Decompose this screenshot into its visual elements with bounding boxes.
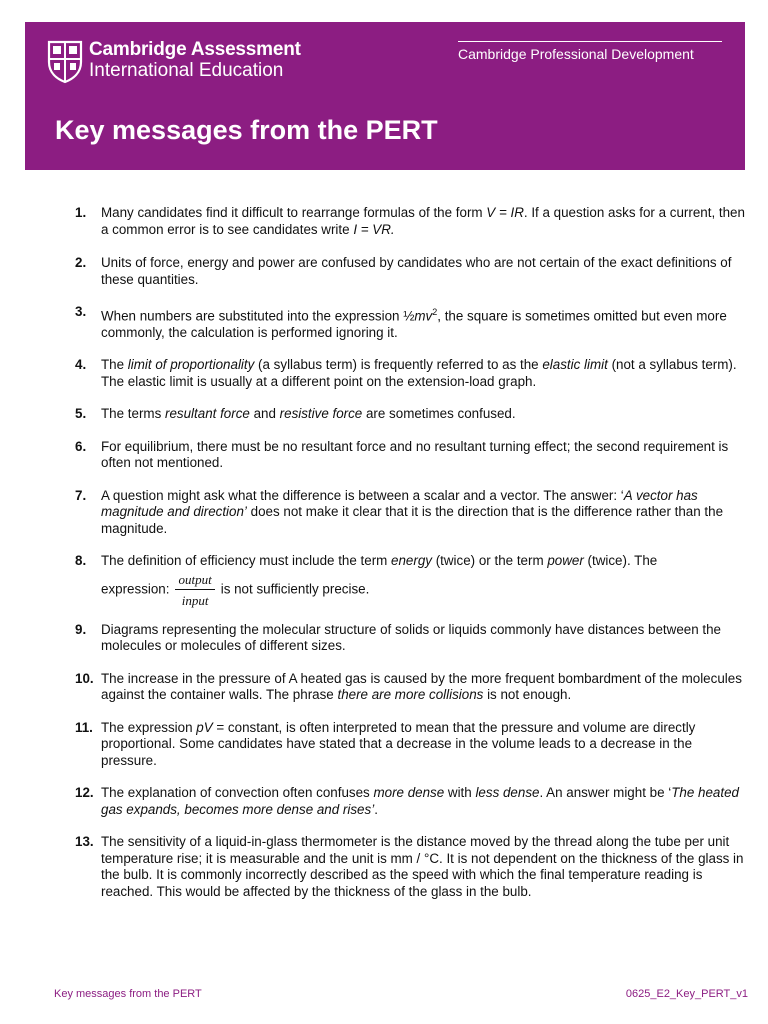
fraction [175, 572, 214, 608]
item-number: 6. [75, 438, 87, 454]
item-text: The explanation of convection often confuses more dense with less dense. An answer might be ‘The heated gas expands, becomes more dense and rises’. [101, 785, 739, 817]
item-text: The sensitivity of a liquid-in-glass thermometer is the distance moved by the thread along the tube per unit temperature rise; it is measurable and the unit is mm / °C. It is not dependent on the thickness of the glass in the bulb. It is commonly incorrectly described as the speed with which the final temperature reading is reached. This would be affected by the thickness of the glass in the bulb. [101, 834, 744, 899]
item-number: 10. [75, 670, 94, 686]
item-text: A question might ask what the difference is between a scalar and a vector. The answer: ‘A vector has magnitude and direction’ does not make it clear that it is the direction that is the difference rather than the magnitude. [101, 487, 724, 536]
cambridge-shield-logo-icon [47, 40, 83, 84]
item-number: 13. [75, 834, 94, 850]
item-text: The expression pV = constant, is often interpreted to mean that the pressure and volume are directly proportional. Some candidates have stated that a decrease in the volume leads to a decrease in the pressure. [101, 719, 696, 768]
item-text: The increase in the pressure of A heated gas is caused by the more frequent bombardment of the molecules against the container walls. The phrase there are more collisions is not enough. [101, 670, 742, 703]
fraction-denominator: input [181, 592, 209, 608]
list-item [75, 622, 745, 655]
list-item [75, 671, 745, 704]
item-text: For equilibrium, there must be no resultant force and no resultant turning effect; the second requirement is often not mentioned. [101, 438, 729, 471]
item-text: The limit of proportionality (a syllabus term) is frequently referred to as the elastic limit (not a syllabus term). The elastic limit is usually at a different point on the extension-load graph. [101, 357, 737, 389]
list-item [75, 785, 745, 818]
list-item [75, 439, 745, 472]
list-item [75, 255, 745, 288]
list-item [75, 488, 745, 538]
footer-title: Key messages from the PERT [54, 988, 202, 1000]
header-divider [458, 41, 722, 42]
efficiency-expression: expression: $\frac{\text{output}}{\text{input}}$ is not sufficiently precise. [101, 571, 370, 608]
page-title: Key messages from the PERT [55, 115, 438, 145]
item-text: The terms resultant force and resistive force are sometimes confused. [101, 406, 516, 422]
professional-development-label: Cambridge Professional Development [458, 46, 694, 62]
brand-line-2: International Education [89, 60, 284, 81]
item-number: 4. [75, 357, 87, 373]
item-number: 1. [75, 205, 87, 220]
item-text: Many candidates find it difficult to rearrange formulas of the form V = IR. If a question asks for a current, then a common error is to see candidates write I = VR. [101, 205, 745, 237]
footer-document-code: 0625_E2_Key_PERT_v1 [625, 988, 748, 1000]
item-text: Diagrams representing the molecular structure of solids or liquids commonly have distances between the molecules or molecules of different sizes. [101, 621, 721, 654]
list-item [75, 834, 745, 900]
item-text: Units of force, energy and power are confused by candidates who are not certain of the exact definitions of these quantities. [101, 255, 732, 287]
brand-line-1: Cambridge Assessment [89, 39, 301, 60]
list-item [75, 357, 745, 390]
item-text: The definition of efficiency must include the term energy (twice) or the term power (twice). The [101, 553, 658, 569]
list-item [75, 304, 745, 341]
item-number: 5. [75, 406, 87, 422]
item-number: 2. [75, 255, 87, 270]
brand-name [89, 39, 301, 81]
item-number: 3. [75, 304, 87, 319]
item-number: 9. [75, 621, 87, 637]
item-number: 7. [75, 487, 87, 503]
item-number: 8. [75, 553, 87, 569]
item-number: 11. [75, 719, 93, 735]
item-number: 12. [75, 785, 94, 801]
item-text: When numbers are substituted into the expression $\frac{1}{2}mv^2$, the square is sometimes omitted but even more commonly, the calculation is performed ignoring it. [101, 307, 727, 340]
list-item [75, 205, 745, 238]
fraction-numerator: output [175, 572, 214, 590]
key-messages-list [75, 205, 745, 900]
list-item [75, 720, 745, 770]
list-item [75, 553, 745, 608]
header-banner [25, 22, 745, 170]
list-item [75, 406, 745, 423]
